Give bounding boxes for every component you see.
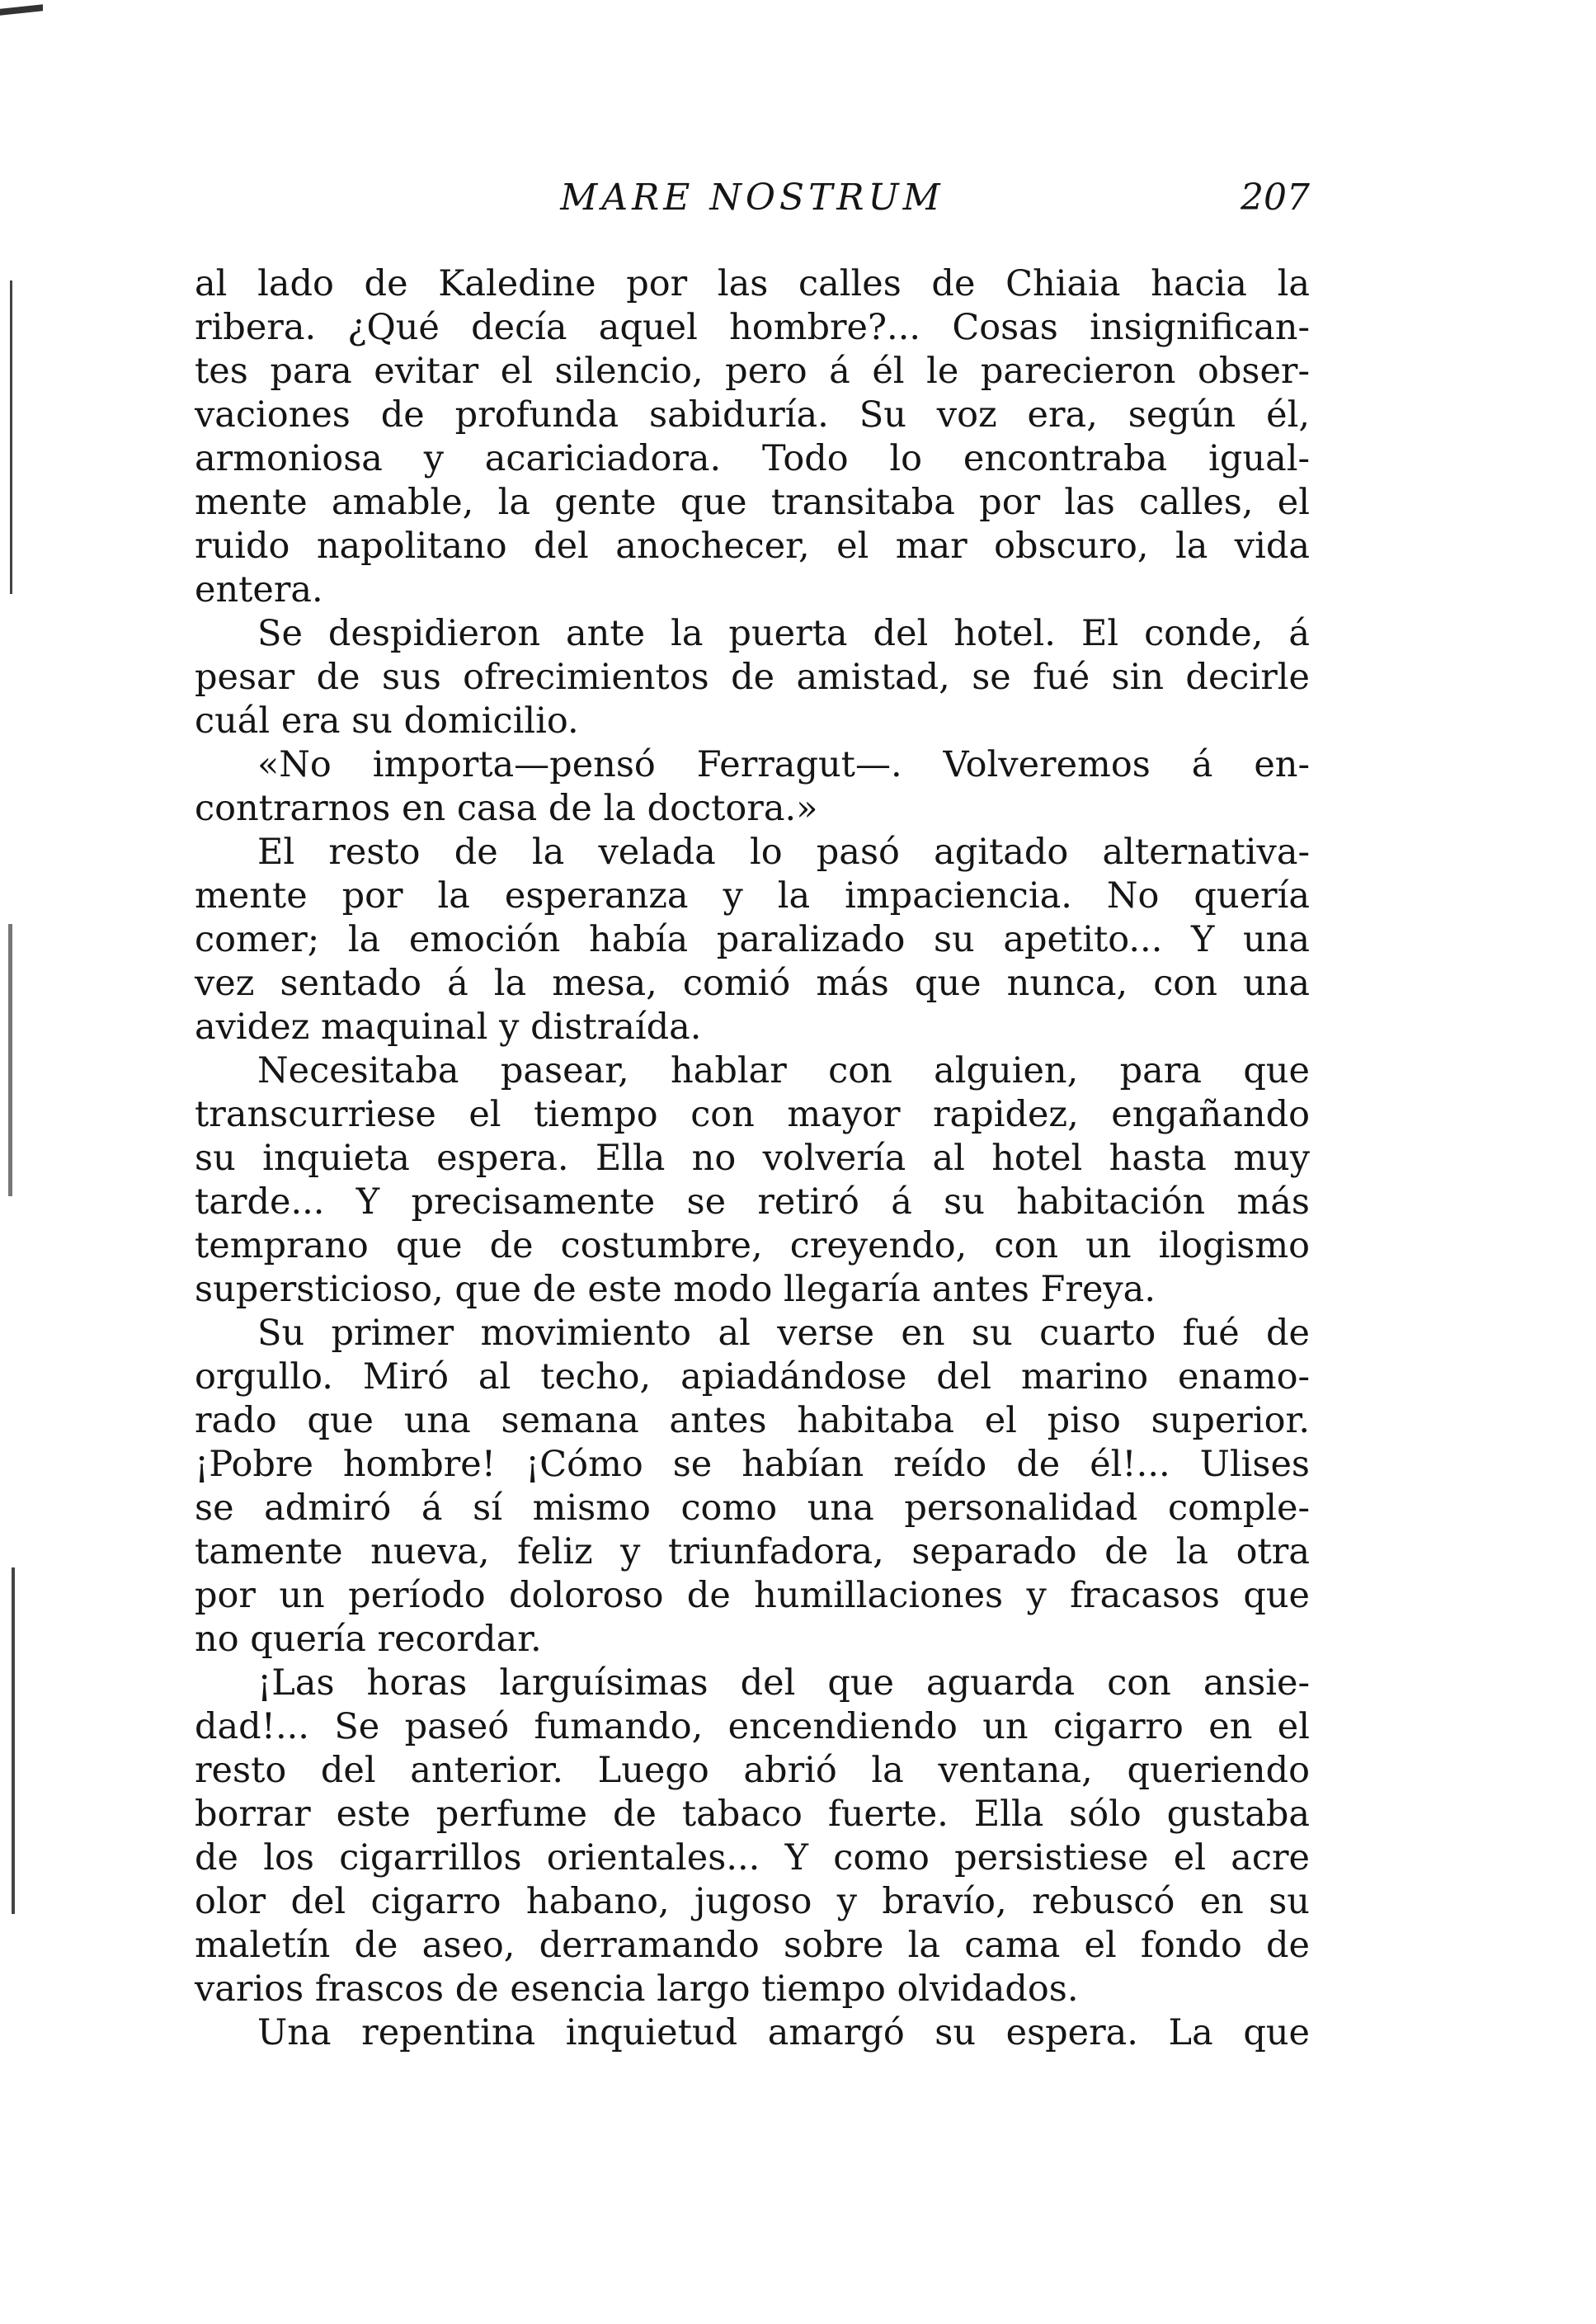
text-line: transcurriese el tiempo con mayor rapidez, engañando [195,1094,1310,1135]
text-line: supersticioso, que de este modo llegaría antes Freya. [195,1269,1156,1310]
text-line: pesar de sus ofrecimientos de amistad, se fué sin decirle [195,657,1310,698]
text-line: orgullo. Miró al techo, apiadándose del marino enamo- [195,1356,1310,1398]
text-line: varios frascos de esencia largo tiempo olvidados. [195,1968,1079,2010]
text-line: no quería recordar. [195,1619,542,1660]
text-line: Su primer movimiento al verse en su cuarto fué de [257,1313,1310,1354]
text-line: tarde... Y precisamente se retiró á su habitación más [195,1181,1310,1223]
text-line: dad!... Se paseó fumando, encendiendo un cigarro en el [195,1706,1310,1747]
scan-edge-mark [10,280,12,594]
text-line: Necesitaba pasear, hablar con alguien, para que [257,1050,1310,1091]
scan-edge-mark [8,924,12,1196]
text-line: avidez maquinal y distraída. [195,1006,702,1048]
text-line: maletín de aseo, derramando sobre la cama el fondo de [195,1925,1310,1966]
text-line: «No importa—pensó Ferragut—. Volveremos á en- [257,744,1310,785]
text-line: vaciones de profunda sabiduría. Su voz era, según él, [195,394,1310,436]
text-line: cuál era su domicilio. [195,700,579,742]
page-header [195,173,1310,223]
text-line: ¡Las horas larguísimas del que aguarda con ansie- [257,1662,1310,1704]
text-line: de los cigarrillos orientales... Y como persistiese el acre [195,1837,1310,1879]
text-line: armoniosa y acariciadora. Todo lo encontraba igual- [195,438,1310,479]
page-number: 207 [1241,177,1310,219]
text-line: tamente nueva, feliz y triunfadora, separado de la otra [195,1531,1310,1572]
text-line: su inquieta espera. Ella no volvería al hotel hasta muy [195,1138,1310,1179]
scan-edge-mark [12,1567,15,1914]
text-line: al lado de Kaledine por las calles de Chiaia hacia la [195,263,1310,304]
text-line: se admiró á sí mismo como una personalidad comple- [195,1487,1310,1529]
text-line: Una repentina inquietud amargó su espera. La que [257,2012,1310,2053]
text-line: olor del cigarro habano, jugoso y bravío, rebuscó en su [195,1881,1310,1922]
text-line: entera. [195,569,323,610]
scan-corner-mark [0,4,43,15]
text-line: Se despidieron ante la puerta del hotel. El conde, á [257,613,1310,654]
text-line: comer; la emoción había paralizado su apetito... Y una [195,919,1310,960]
text-line: resto del anterior. Luego abrió la ventana, queriendo [195,1750,1310,1791]
text-line: rado que una semana antes habitaba el piso superior. [195,1400,1310,1441]
text-line: tes para evitar el silencio, pero á él le parecieron obser- [195,351,1310,392]
running-title: MARE NOSTRUM [560,177,944,219]
body-text [195,262,1310,2055]
text-line: mente amable, la gente que transitaba por las calles, el [195,482,1310,523]
text-line: ribera. ¿Qué decía aquel hombre?... Cosas insignifican- [195,307,1310,348]
text-line: temprano que de costumbre, creyendo, con un ilogismo [195,1225,1310,1266]
text-line: El resto de la velada lo pasó agitado alternativa- [257,832,1310,873]
text-line: mente por la esperanza y la impaciencia. No quería [195,875,1310,917]
text-line: ¡Pobre hombre! ¡Cómo se habían reído de él!... Ulises [195,1444,1310,1485]
text-line: ruido napolitano del anochecer, el mar obscuro, la vida [195,526,1310,567]
text-line: contrarnos en casa de la doctora.» [195,788,818,829]
text-line: borrar este perfume de tabaco fuerte. Ella sólo gustaba [195,1794,1310,1835]
text-line: por un período doloroso de humillaciones y fracasos que [195,1575,1310,1616]
text-line: vez sentado á la mesa, comió más que nunca, con una [195,963,1310,1004]
